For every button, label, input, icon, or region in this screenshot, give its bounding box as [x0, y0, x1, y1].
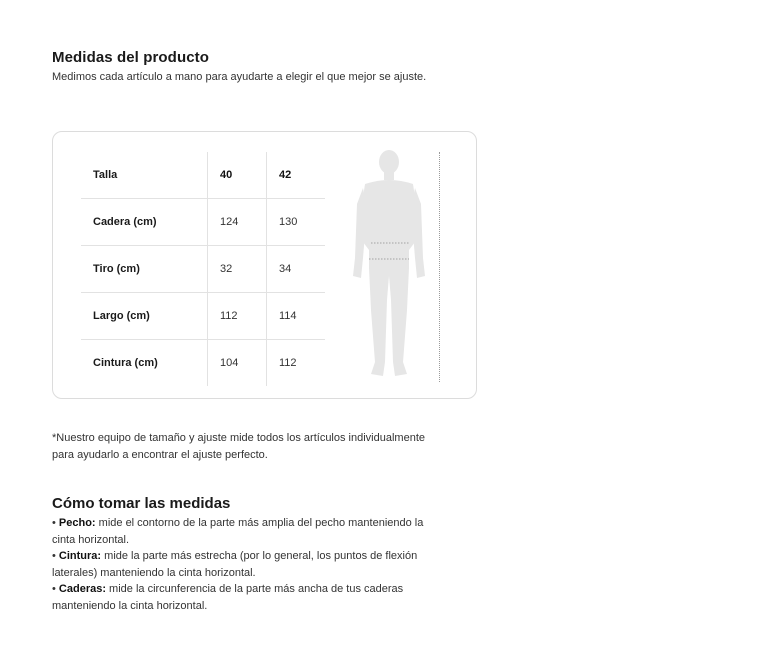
tip-text: mide la parte más estrecha (por lo general, los puntos de flexión laterales) manteniendo la cinta horizontal. — [52, 550, 418, 579]
table-row — [81, 293, 325, 340]
row-label: Cadera (cm) — [81, 199, 208, 246]
row-label: Largo (cm) — [81, 293, 208, 340]
tip-term: Caderas: — [58, 583, 106, 595]
table-cell: 124 — [208, 199, 267, 246]
tip-text: mide el contorno de la parte más amplia del pecho manteniendo la cinta horizontal. — [52, 517, 424, 546]
intro-text: Medimos cada artículo a mano para ayudarte a elegir el que mejor se ajuste. — [52, 71, 427, 83]
measurement-guide-line — [439, 152, 440, 382]
product-measurements-header — [52, 48, 482, 85]
table-row — [81, 246, 325, 293]
list-item: • Caderas: mide la circunferencia de la parte más ancha de tus caderas manteniendo la cinta horizontal. — [52, 583, 404, 612]
table-cell: 112 — [267, 340, 326, 387]
size-header-value: 40 — [208, 152, 267, 199]
list-item: • Pecho: mide el contorno de la parte más amplia del pecho manteniendo la cinta horizontal. — [52, 517, 424, 546]
table-cell: 32 — [208, 246, 267, 293]
how-to-measure-title: Cómo tomar las medidas — [52, 495, 231, 512]
table-row — [81, 199, 325, 246]
table-row — [81, 340, 325, 387]
page-title: Medidas del producto — [52, 49, 210, 66]
tip-term: Cintura: — [58, 550, 102, 562]
list-item: • Cintura: mide la parte más estrecha (por lo general, los puntos de flexión laterales) manteniendo la cinta horizontal. — [52, 550, 418, 579]
body-silhouette-icon — [349, 150, 429, 382]
size-chart-card — [52, 131, 477, 399]
table-header-row — [81, 152, 325, 199]
tip-term: Pecho: — [58, 517, 96, 529]
size-header-value: 42 — [267, 152, 326, 199]
table-cell: 112 — [208, 293, 267, 340]
table-cell: 130 — [267, 199, 326, 246]
measurement-note: *Nuestro equipo de tamaño y ajuste mide todos los artículos individualmente para ayudarlo a encontrar el ajuste perfecto. — [52, 432, 425, 461]
how-to-measure-list — [52, 515, 442, 614]
table-cell: 34 — [267, 246, 326, 293]
tip-text: mide la circunferencia de la parte más ancha de tus caderas manteniendo la cinta horizontal. — [52, 583, 404, 612]
table-cell: 104 — [208, 340, 267, 387]
table-cell: 114 — [267, 293, 326, 340]
size-header-label: Talla — [81, 152, 208, 199]
row-label: Cintura (cm) — [93, 357, 158, 369]
size-table — [81, 152, 325, 386]
row-label: Tiro (cm) — [81, 246, 208, 293]
